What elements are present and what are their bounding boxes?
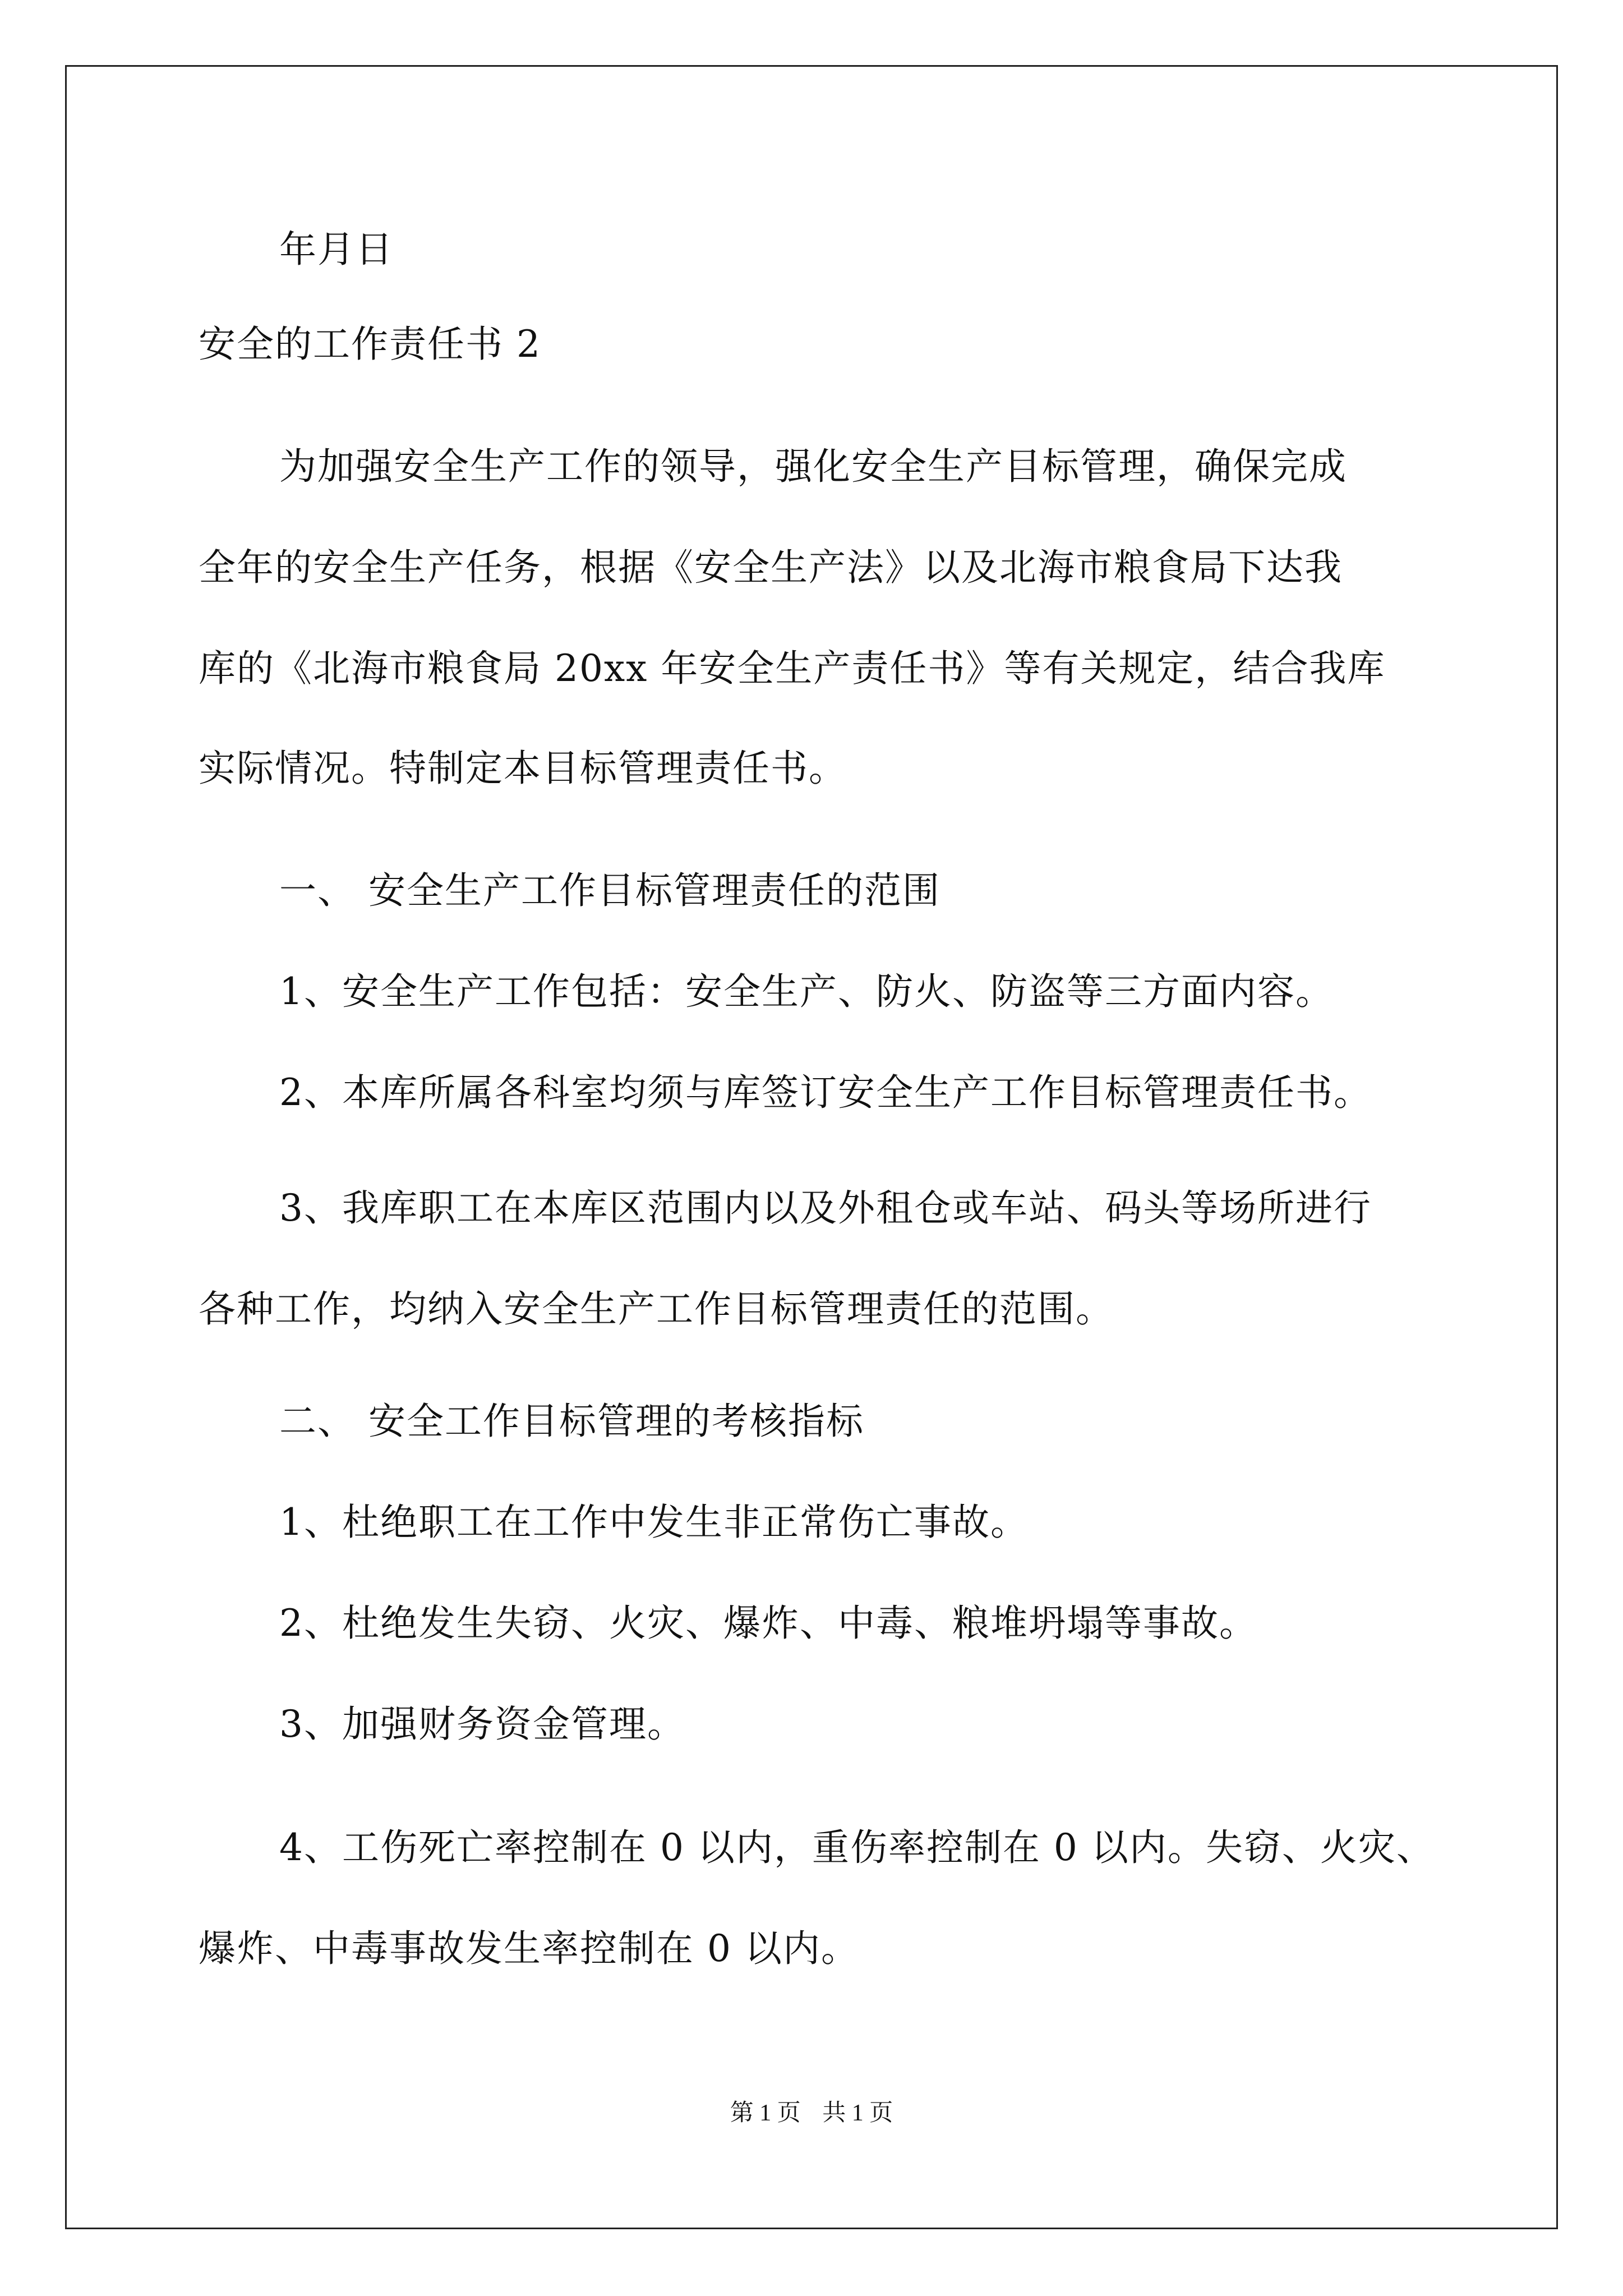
section1-item-1: 1、安全生产工作包括：安全生产、防火、防盗等三方面内容。 [279,970,1334,1013]
section2-item-2: 2、杜绝发生失窃、火灾、爆炸、中毒、粮堆坍塌等事故。 [279,1602,1257,1645]
page-footer [0,2099,1623,2127]
intro-line-4: 实际情况。特制定本目标管理责任书。 [199,747,847,790]
section2-item-4-line-1: 4、工伤死亡率控制在 0 以内，重伤率控制在 0 以内。失窃、火灾、 [279,1826,1435,1869]
page-number: 第 1 页 [730,2100,801,2126]
page-border [65,65,1558,2229]
section2-item-3: 3、加强财务资金管理。 [279,1703,685,1746]
section2-item-4-line-2: 爆炸、中毒事故发生率控制在 0 以内。 [199,1927,859,1970]
document-title: 安全的工作责任书 2 [199,323,541,366]
date-line: 年月日 [279,228,394,271]
section1-heading: 一、 安全生产工作目标管理责任的范围 [279,869,940,912]
intro-line-2: 全年的安全生产任务，根据《安全生产法》以及北海市粮食局下达我 [199,546,1343,589]
section2-heading: 二、 安全工作目标管理的考核指标 [279,1400,864,1443]
section2-item-1: 1、杜绝职工在工作中发生非正常伤亡事故。 [279,1501,1029,1544]
intro-line-1: 为加强安全生产工作的领导，强化安全生产目标管理，确保完成 [279,445,1347,488]
intro-line-3: 库的《北海市粮食局 20xx 年安全生产责任书》等有关规定，结合我库 [199,647,1386,690]
section1-item-3-line-2: 各种工作，均纳入安全生产工作目标管理责任的范围。 [199,1287,1114,1331]
page-total: 共 1 页 [822,2100,893,2126]
section1-item-3-line-1: 3、我库职工在本库区范围内以及外租仓或车站、码头等场所进行 [279,1186,1372,1230]
section1-item-2: 2、本库所属各科室均须与库签订安全生产工作目标管理责任书。 [279,1071,1372,1114]
